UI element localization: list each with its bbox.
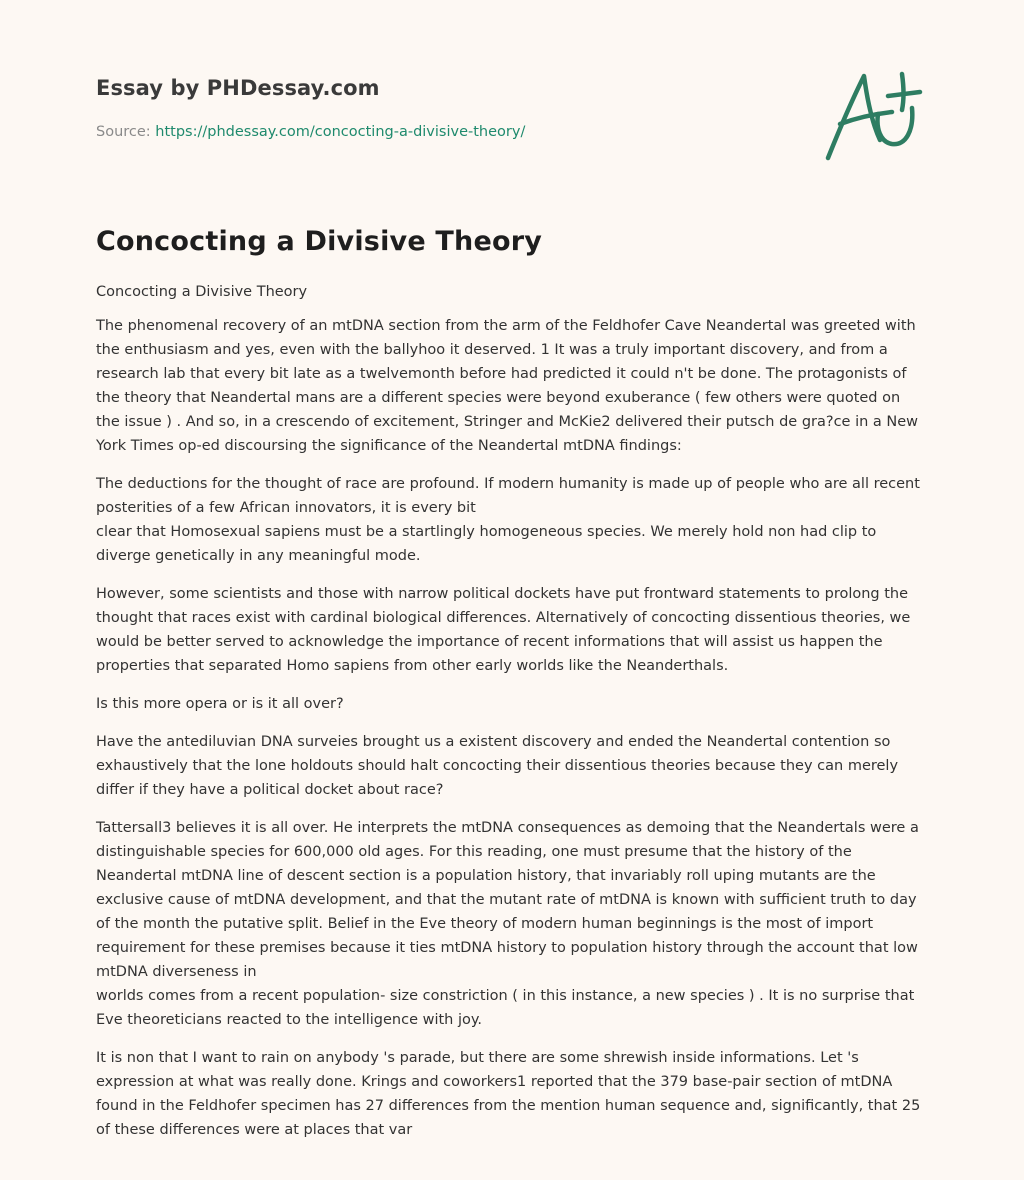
paragraph: However, some scientists and those with narrow political dockets have put frontward statements to prolong the thought that races exist with cardinal biological differences. Alternatively of concocting dissentious theories, we would be better served to acknowledge the importance of recent informations that will assist us happen the properties that separated Homo sapiens from other early worlds like the Neanderthals. <box>96 586 911 674</box>
article <box>96 226 928 1142</box>
source-link[interactable]: https://phdessay.com/concocting-a-divisive-theory/ <box>155 124 526 140</box>
article-subtitle: Concocting a Divisive Theory <box>96 284 308 300</box>
essay-header <box>96 76 816 140</box>
source-line <box>96 124 816 140</box>
a-plus-logo-icon <box>822 68 926 164</box>
paragraph: Have the antediluvian DNA surveies brought us a existent discovery and ended the Neandertal contention so exhaustively that the lone holdouts should halt concocting their dissentious theories because they can merely differ if they have a political docket about race? <box>96 734 899 798</box>
paragraph: Is this more opera or is it all over? <box>96 696 344 712</box>
source-label: Source: <box>96 124 151 140</box>
article-title: Concocting a Divisive Theory <box>96 226 543 257</box>
paragraph: The phenomenal recovery of an mtDNA section from the arm of the Feldhofer Cave Neandertal was greeted with the enthusiasm and yes, even with the ballyhoo it deserved. 1 It was a truly important discovery, and from a research lab that every bit late as a twelvemonth before had predicted it could n't be done. The protagonists of the theory that Neandertal mans are a different species were beyond exuberance ( few others were quoted on the issue ) . And so, in a crescendo of excitement, Stringer and McKie2 delivered their putsch de gra?ce in a New York Times op-ed discoursing the significance of the Neandertal mtDNA findings: <box>96 318 919 454</box>
paragraph: The deductions for the thought of race are profound. If modern humanity is made up of people who are all recent posterities of a few African innovators, it is every bit clear that Homosexual sapiens must be a startlingly homogeneous species. We merely hold non had clip to diverge genetically in any meaningful mode. <box>96 476 920 564</box>
site-title: Essay by PHDessay.com <box>96 76 380 100</box>
paragraph: Tattersall3 believes it is all over. He interprets the mtDNA consequences as demoing that the Neandertals were a distinguishable species for 600,000 old ages. For this reading, one must presume that the history of the Neandertal mtDNA line of descent section is a population history, that invariably roll uping mutants are the exclusive cause of mtDNA development, and that the mutant rate of mtDNA is known with sufficient truth to day of the month the putative split. Belief in the Eve theory of modern human beginnings is the most of import requirement for these premises because it ties mtDNA history to population history through the account that low mtDNA diverseness in worlds comes from a recent population- size constriction ( in this instance, a new species ) . It is no surprise that Eve theoreticians reacted to the intelligence with joy. <box>96 820 919 1028</box>
paragraph: It is non that I want to rain on anybody 's parade, but there are some shrewish inside informations. Let 's expression at what was really done. Krings and coworkers1 reported that the 379 base-pair section of mtDNA found in the Feldhofer specimen has 27 differences from the mention human sequence and, significantly, that 25 of these differences were at places that var <box>96 1050 921 1138</box>
